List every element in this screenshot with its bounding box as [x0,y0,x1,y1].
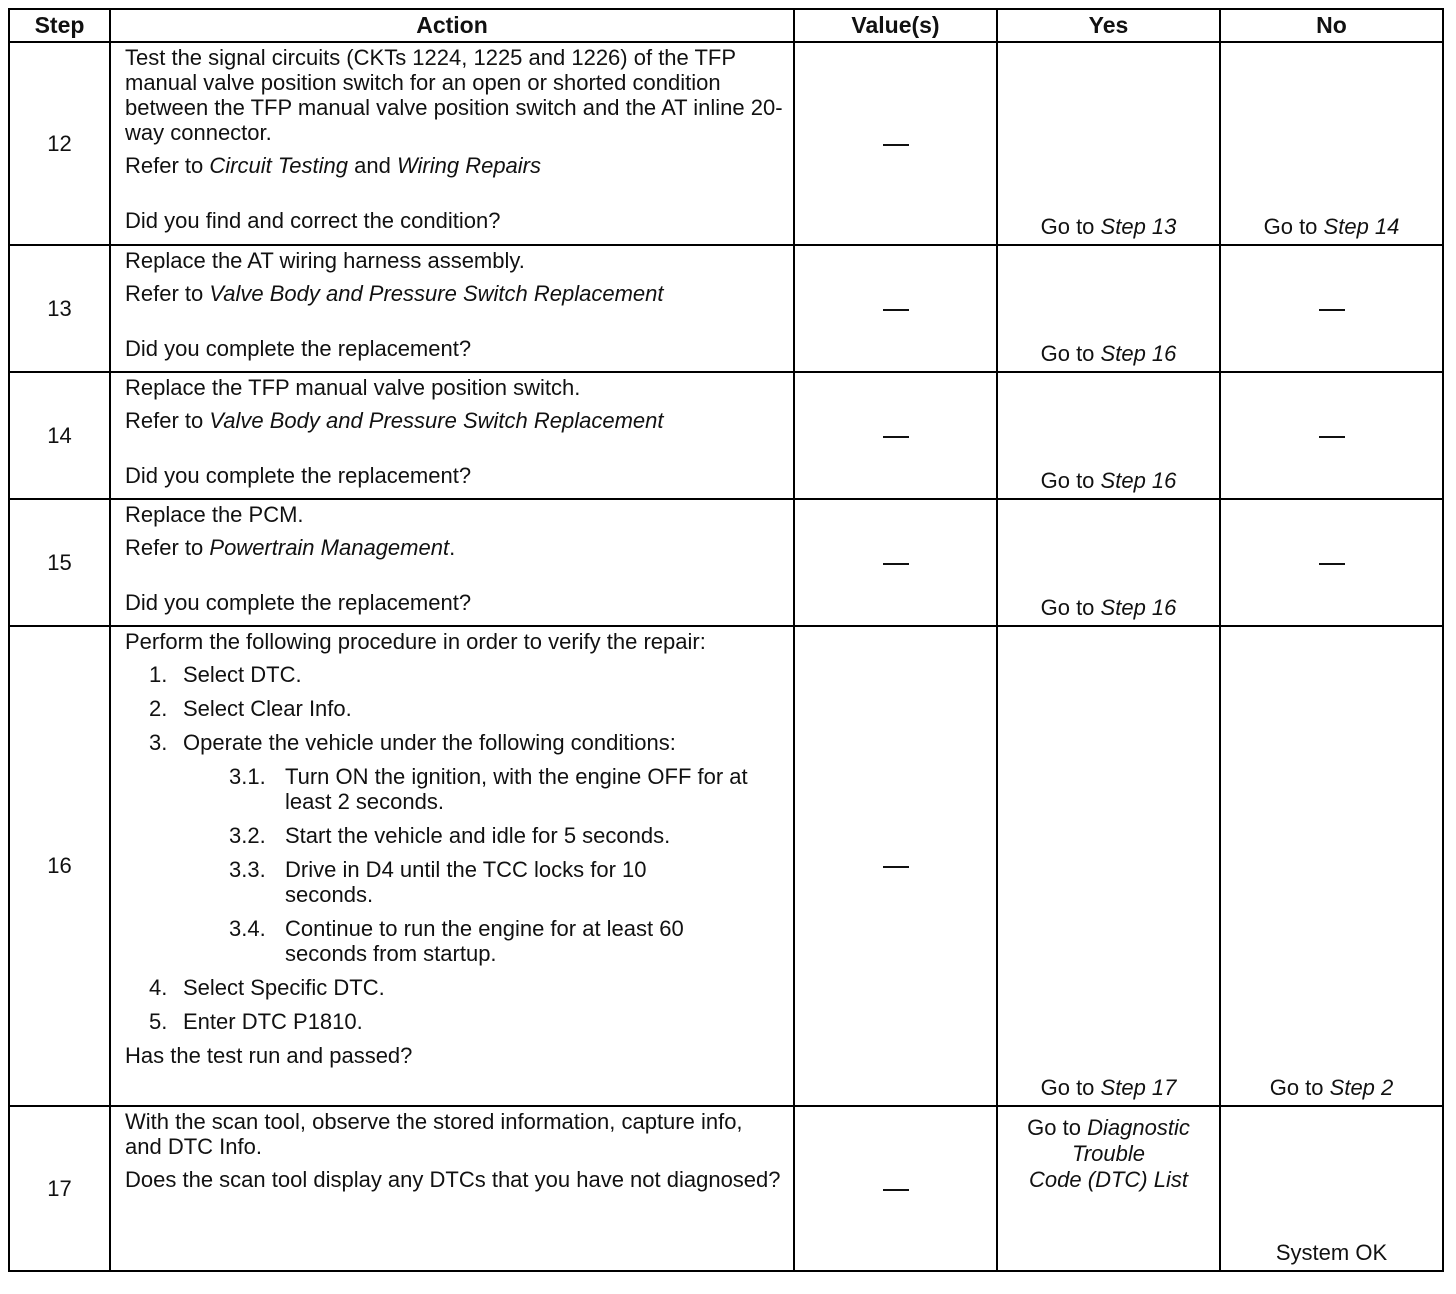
yes-cell: Go to Step 13 [997,42,1220,245]
table-row [9,499,1443,626]
no-cell [1220,245,1443,372]
value-cell [794,626,997,1106]
question-text: Did you find and correct the condition? [125,208,501,233]
goto-link[interactable]: Step 16 [1100,468,1177,493]
action-text: Replace the PCM. [125,502,304,527]
value-cell [794,245,997,372]
yes-cell: Go to Step 16 [997,499,1220,626]
question-text: Did you complete the replacement? [125,336,472,361]
value-cell [794,499,997,626]
table-row [9,1106,1443,1271]
refer-line: Refer to Valve Body and Pressure Switch Replacement [125,281,664,306]
value-dash [883,144,909,146]
header-no: No [1220,9,1443,42]
goto-link[interactable]: Trouble [1072,1141,1145,1166]
action-text: Test the signal circuits (CKTs 1224, 1225 and 1226) of the TFP manual valve position switch for an open or shorted condition between the TFP manual valve position switch and the AT inline 20-way connector. [125,45,783,145]
action-cell [110,626,794,1106]
step-number: 13 [9,245,110,372]
no-cell: Go to Step 2 [1220,626,1443,1106]
no-cell [1220,372,1443,499]
no-cell [1220,1106,1443,1271]
value-dash [883,309,909,311]
refer-line: Refer to Valve Body and Pressure Switch Replacement [125,408,664,433]
step-number: 16 [9,626,110,1106]
value-dash [883,1189,909,1191]
step-number: 15 [9,499,110,626]
reference-link[interactable]: Valve Body and Pressure Switch Replacement [209,408,664,433]
sub-list-item: 3.2. Start the vehicle and idle for 5 seconds. [229,823,671,848]
step-number: 14 [9,372,110,499]
value-cell [794,42,997,245]
reference-link[interactable]: Wiring Repairs [396,153,542,178]
action-cell [110,42,794,245]
list-item: 4. Select Specific DTC. [149,975,385,1000]
refer-line: Refer to Powertrain Management. [125,535,456,560]
action-text: With the scan tool, observe the stored information, capture info, and DTC Info. [125,1109,743,1159]
no-dash [1319,563,1345,565]
list-item: 2. Select Clear Info. [149,696,352,721]
reference-link[interactable]: Circuit Testing [209,153,348,178]
step-number: 12 [9,42,110,245]
value-dash [883,436,909,438]
header-step: Step [9,9,110,42]
action-cell [110,372,794,499]
action-cell [110,1106,794,1271]
yes-cell: Go to Step 17 [997,626,1220,1106]
list-item: 5. Enter DTC P1810. [149,1009,363,1034]
sub-list-item: 3.1. Turn ON the ignition, with the engine OFF for at least 2 seconds. [229,764,748,814]
no-dash [1319,436,1345,438]
action-cell [110,245,794,372]
question-text: Does the scan tool display any DTCs that you have not diagnosed? [125,1167,781,1192]
goto-link[interactable]: Step 16 [1100,341,1177,366]
list-item: 1. Select DTC. [149,662,302,687]
goto-link[interactable]: Diagnostic [1087,1115,1190,1140]
sub-list-item: 3.3. Drive in D4 until the TCC locks for 10 seconds. [229,857,647,907]
table-row [9,372,1443,499]
diagnostic-table [8,8,1444,1272]
yes-cell: Go to Step 16 [997,245,1220,372]
yes-cell: Go to Step 16 [997,372,1220,499]
action-text: Perform the following procedure in order to verify the repair: [125,629,706,654]
action-text: Replace the AT wiring harness assembly. [125,248,525,273]
no-dash [1319,309,1345,311]
reference-link[interactable]: Valve Body and Pressure Switch Replacement [209,281,664,306]
action-cell [110,499,794,626]
step-number: 17 [9,1106,110,1271]
header-yes: Yes [997,9,1220,42]
action-text: Replace the TFP manual valve position switch. [125,375,581,400]
value-dash [883,563,909,565]
value-cell [794,372,997,499]
goto-link[interactable]: Step 17 [1100,1075,1177,1100]
goto-link[interactable]: Step 14 [1323,214,1400,239]
yes-cell: Go to Diagnostic Trouble Code (DTC) List [997,1106,1220,1271]
header-row [9,9,1443,42]
value-dash [883,866,909,868]
goto-link[interactable]: Step 16 [1100,595,1177,620]
goto-link[interactable]: Step 2 [1329,1075,1394,1100]
no-cell: Go to Step 14 [1220,42,1443,245]
header-values: Value(s) [794,9,997,42]
list-item: 3. Operate the vehicle under the following conditions: [149,730,676,755]
system-ok-text: System OK [1275,1240,1388,1265]
refer-line: Refer to Circuit Testing and Wiring Repairs [125,153,542,178]
question-text: Has the test run and passed? [125,1043,413,1068]
header-action: Action [110,9,794,42]
goto-link[interactable]: Step 13 [1100,214,1177,239]
table-row [9,245,1443,372]
question-text: Did you complete the replacement? [125,463,472,488]
goto-link[interactable]: Code (DTC) List [1029,1167,1188,1192]
no-cell [1220,499,1443,626]
question-text: Did you complete the replacement? [125,590,472,615]
value-cell [794,1106,997,1271]
table-row [9,42,1443,245]
sub-list-item: 3.4. Continue to run the engine for at least 60 seconds from startup. [229,916,684,966]
table-row [9,626,1443,1106]
procedure-list [125,662,785,1034]
reference-link[interactable]: Powertrain Management [209,535,450,560]
